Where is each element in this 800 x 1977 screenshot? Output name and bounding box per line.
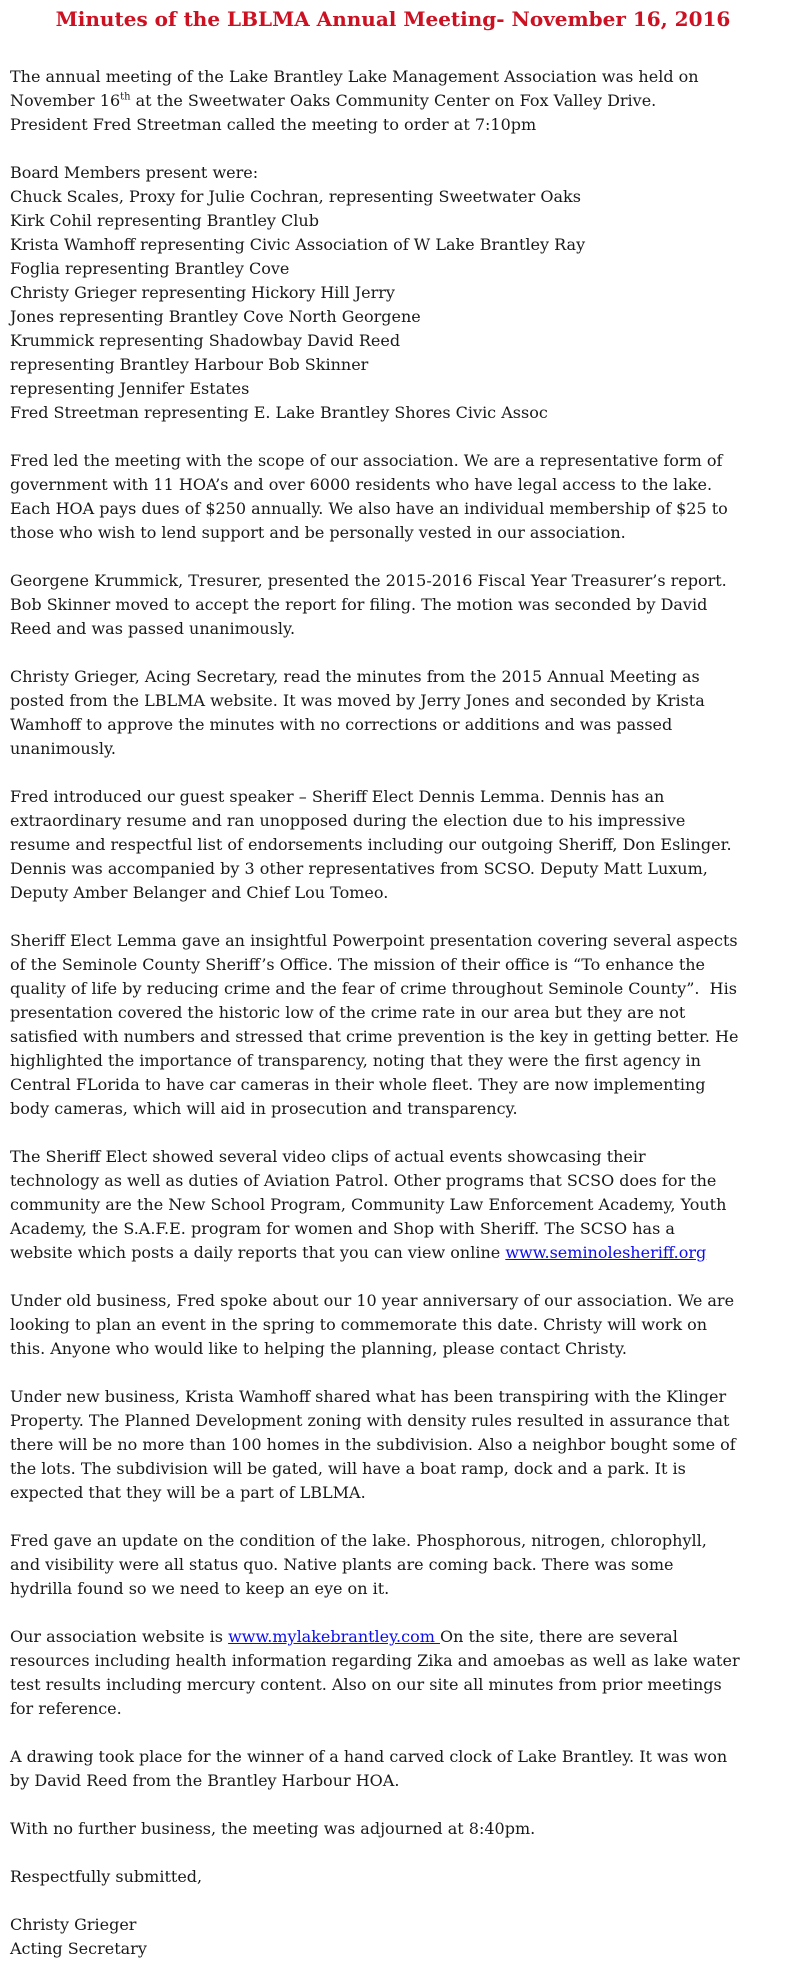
text-line [10, 1289, 790, 1313]
text-run: community are the New School Program, Community Law Enforcement Academy, Youth [10, 1195, 727, 1214]
text-run: November 16 [10, 91, 121, 110]
text-run: Academy, the S.A.F.E. program for women and Shop with Sheriff. The SCSO has a [10, 1219, 675, 1238]
text-line [10, 1193, 790, 1217]
text-line [10, 809, 790, 833]
text-line [10, 857, 790, 881]
paragraph [10, 1745, 790, 1793]
text-run: Fred gave an update on the condition of the lake. Phosphorous, nitrogen, chlorophyll, [10, 1531, 707, 1550]
text-run: Under old business, Fred spoke about our 10 year anniversary of our association. We are [10, 1291, 735, 1310]
text-run: technology as well as duties of Aviation Patrol. Other programs that SCSO does for the [10, 1171, 717, 1190]
text-run: A drawing took place for the winner of a hand carved clock of Lake Brantley. It was won [10, 1747, 728, 1766]
text-run: presentation covered the historic low of the crime rate in our area but they are not [10, 1003, 686, 1022]
text-line [10, 1865, 790, 1889]
text-line [10, 353, 790, 377]
text-line [10, 1241, 790, 1265]
text-line [10, 1937, 790, 1961]
text-line [10, 1553, 790, 1577]
text-line [10, 209, 790, 233]
paragraph [10, 1529, 790, 1601]
text-run: Board Members present were: [10, 163, 259, 182]
text-line [10, 113, 790, 137]
text-run: posted from the LBLMA website. It was moved by Jerry Jones and seconded by Krista [10, 691, 705, 710]
text-line [10, 785, 790, 809]
text-run: and visibility were all status quo. Native plants are coming back. There was some [10, 1555, 674, 1574]
text-line [10, 1529, 790, 1553]
mylakebrantley-link[interactable]: www.mylakebrantley.com [228, 1627, 440, 1646]
text-line [10, 1817, 790, 1841]
text-run: by David Reed from the Brantley Harbour HOA. [10, 1771, 400, 1790]
text-line [10, 569, 790, 593]
text-line [10, 953, 790, 977]
text-run: at the Sweetwater Oaks Community Center on Fox Valley Drive. [130, 91, 657, 110]
text-line [10, 305, 790, 329]
text-line [10, 1769, 790, 1793]
text-line [10, 1145, 790, 1169]
text-line [10, 1649, 790, 1673]
text-run: there will be no more than 100 homes in the subdivision. Also a neighbor bought some of [10, 1435, 736, 1454]
text-line [10, 161, 790, 185]
paragraph [10, 665, 790, 761]
text-line [10, 449, 790, 473]
text-run: highlighted the importance of transparency, noting that they were the first agency in [10, 1051, 701, 1070]
text-run: Reed and was passed unanimously. [10, 619, 296, 638]
text-line [10, 1385, 790, 1409]
text-line [10, 1913, 790, 1937]
text-line [10, 713, 790, 737]
text-run: for reference. [10, 1699, 122, 1718]
text-run: Chuck Scales, Proxy for Julie Cochran, representing Sweetwater Oaks [10, 187, 581, 206]
text-line [10, 497, 790, 521]
text-run: Foglia representing Brantley Cove [10, 259, 290, 278]
text-run: On the site, there are several [439, 1627, 678, 1646]
text-line [10, 1169, 790, 1193]
text-run: representing Brantley Harbour Bob Skinner [10, 355, 369, 374]
text-run: unanimously. [10, 739, 117, 758]
text-line [10, 233, 790, 257]
paragraph [10, 65, 790, 137]
text-line [10, 881, 790, 905]
paragraph [10, 569, 790, 641]
text-line [10, 1217, 790, 1241]
text-run: quality of life by reducing crime and the fear of crime throughout Seminole County”. His [10, 979, 737, 998]
text-line [10, 65, 790, 89]
text-run: Krummick representing Shadowbay David Reed [10, 331, 401, 350]
text-run: Kirk Cohil representing Brantley Club [10, 211, 319, 230]
text-run: Georgene Krummick, Tresurer, presented the 2015-2016 Fiscal Year Treasurer’s report. [10, 571, 727, 590]
text-line [10, 617, 790, 641]
text-run: Fred introduced our guest speaker – Sheriff Elect Dennis Lemma. Dennis has an [10, 787, 665, 806]
text-line [10, 1697, 790, 1721]
text-run: Christy Grieger [10, 1915, 137, 1934]
paragraph [10, 161, 790, 425]
text-line [10, 689, 790, 713]
text-run: the lots. The subdivision will be gated, will have a boat ramp, dock and a park. It is [10, 1459, 686, 1478]
text-line [10, 929, 790, 953]
text-run: Krista Wamhoff representing Civic Association of W Lake Brantley Ray [10, 235, 586, 254]
document-title: Minutes of the LBLMA Annual Meeting- November 16, 2016 [55, 7, 731, 31]
text-run: Each HOA pays dues of $250 annually. We also have an individual membership of $25 to [10, 499, 728, 518]
text-line [10, 401, 790, 425]
superscript-ordinal: th [120, 91, 131, 103]
text-run: satisfied with numbers and stressed that crime prevention is the key in getting better. He [10, 1027, 739, 1046]
text-run: expected that they will be a part of LBLMA. [10, 1483, 366, 1502]
text-run: those who wish to lend support and be personally vested in our association. [10, 523, 626, 542]
text-run: The Sheriff Elect showed several video clips of actual events showcasing their [10, 1147, 646, 1166]
text-line [10, 473, 790, 497]
text-line [10, 1073, 790, 1097]
text-line [10, 1337, 790, 1361]
text-line [10, 1577, 790, 1601]
text-line [10, 1457, 790, 1481]
text-run: resources including health information regarding Zika and amoebas as well as lake water [10, 1651, 740, 1670]
paragraph [10, 1817, 790, 1841]
text-line [10, 737, 790, 761]
text-line [10, 977, 790, 1001]
text-line [10, 89, 790, 113]
text-line [10, 1409, 790, 1433]
text-line [10, 833, 790, 857]
text-line [10, 1025, 790, 1049]
text-run: Under new business, Krista Wamhoff shared what has been transpiring with the Klinger [10, 1387, 727, 1406]
text-line [10, 1745, 790, 1769]
paragraph [10, 1865, 790, 1889]
paragraph [10, 929, 790, 1121]
text-run: Dennis was accompanied by 3 other representatives from SCSO. Deputy Matt Luxum, [10, 859, 708, 878]
text-line [10, 1433, 790, 1457]
text-run: Our association website is [10, 1627, 229, 1646]
text-line [10, 329, 790, 353]
paragraph [10, 785, 790, 905]
text-run: Central FLorida to have car cameras in their whole fleet. They are now implementing [10, 1075, 706, 1094]
text-run: resume and respectful list of endorsements including our outgoing Sheriff, Don Eslinger. [10, 835, 732, 854]
text-run: Wamhoff to approve the minutes with no corrections or additions and was passed [10, 715, 673, 734]
document-body [10, 65, 790, 1961]
text-run: Jones representing Brantley Cove North Georgene [10, 307, 421, 326]
text-line [10, 1313, 790, 1337]
text-run: website which posts a daily reports that you can view online [10, 1243, 506, 1262]
text-run: hydrilla found so we need to keep an eye on it. [10, 1579, 390, 1598]
text-run: extraordinary resume and ran unopposed during the election due to his impressive [10, 811, 686, 830]
paragraph [10, 1385, 790, 1505]
text-run: test results including mercury content. Also on our site all minutes from prior meetings [10, 1675, 722, 1694]
text-run: The annual meeting of the Lake Brantley Lake Management Association was held on [10, 67, 699, 86]
text-run: Deputy Amber Belanger and Chief Lou Tomeo. [10, 883, 389, 902]
text-line [10, 1481, 790, 1505]
text-run: Acting Secretary [10, 1939, 147, 1958]
text-line [10, 185, 790, 209]
text-run: representing Jennifer Estates [10, 379, 250, 398]
text-run: With no further business, the meeting was adjourned at 8:40pm. [10, 1819, 536, 1838]
text-run: Property. The Planned Development zoning with density rules resulted in assurance that [10, 1411, 730, 1430]
text-run: Christy Grieger, Acing Secretary, read the minutes from the 2015 Annual Meeting as [10, 667, 700, 686]
paragraph [10, 449, 790, 545]
paragraph [10, 1145, 790, 1265]
text-run: looking to plan an event in the spring to commemorate this date. Christy will work on [10, 1315, 708, 1334]
text-line [10, 521, 790, 545]
text-run: Fred led the meeting with the scope of our association. We are a representative form of [10, 451, 723, 470]
text-run: Fred Streetman representing E. Lake Brantley Shores Civic Assoc [10, 403, 548, 422]
text-line [10, 665, 790, 689]
text-run: Sheriff Elect Lemma gave an insightful Powerpoint presentation covering several aspects [10, 931, 738, 950]
text-line [10, 1625, 790, 1649]
text-line [10, 377, 790, 401]
text-line [10, 1049, 790, 1073]
text-run: President Fred Streetman called the meeting to order at 7:10pm [10, 115, 537, 134]
text-line [10, 281, 790, 305]
paragraph [10, 1289, 790, 1361]
paragraph [10, 1625, 790, 1721]
text-run: of the Seminole County Sheriff’s Office. The mission of their office is “To enhance the [10, 955, 706, 974]
text-run: this. Anyone who would like to helping the planning, please contact Christy. [10, 1339, 627, 1358]
text-run: Christy Grieger representing Hickory Hill Jerry [10, 283, 395, 302]
text-line [10, 257, 790, 281]
text-run: Respectfully submitted, [10, 1867, 203, 1886]
text-line [10, 1001, 790, 1025]
seminolesheriff-link[interactable]: www.seminolesheriff.org [505, 1243, 707, 1262]
text-run: Bob Skinner moved to accept the report for filing. The motion was seconded by David [10, 595, 708, 614]
text-line [10, 1097, 790, 1121]
text-run: government with 11 HOA’s and over 6000 residents who have legal access to the lake. [10, 475, 713, 494]
text-run: body cameras, which will aid in prosecution and transparency. [10, 1099, 518, 1118]
text-line [10, 593, 790, 617]
text-line [10, 1673, 790, 1697]
paragraph [10, 1913, 790, 1961]
